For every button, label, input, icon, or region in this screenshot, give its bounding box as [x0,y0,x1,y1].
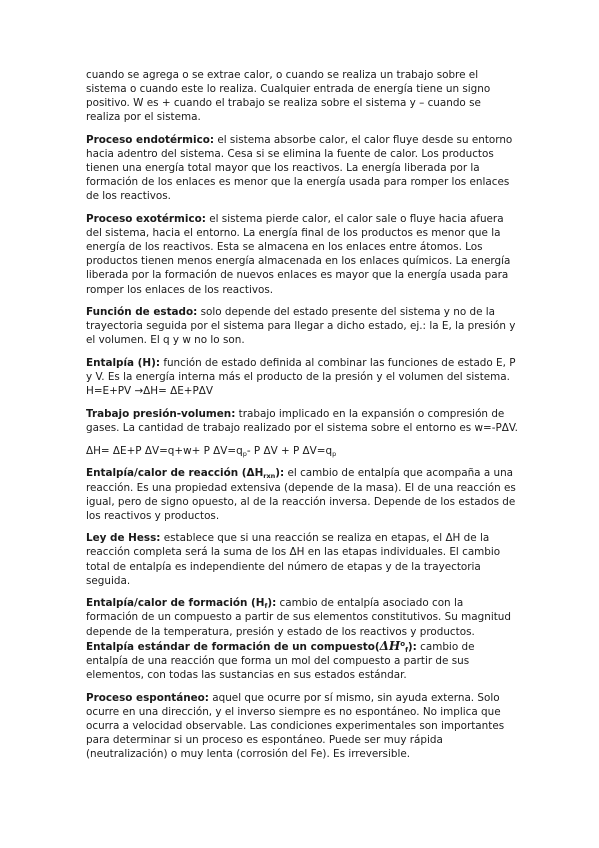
subscript: f [264,602,268,611]
definition-text: función de estado definida al combinar las funciones de estado E, P y V. Es la energía interna más el producto de la presión y el volumen del sistema. H=E+PV →ΔH= ΔE+PΔV [86,357,516,398]
paragraph-exothermic [86,212,518,297]
term-heading-part: Entalpía/calor de formación (H [86,597,265,610]
definition-text: el sistema pierde calor, el calor sale o fluye hacia afuera del sistema, hacia el entorno. La energía final de los productos es menor que la energía de los reactivos. Esta se almacena en los enlaces entre átomos. Los productos tienen menos energía almacenada en los enlaces químicos. La energía liberada por la formación de nuevos enlaces es mayor que la energía usada para romper los enlaces de los reactivos. [86,213,511,296]
term-heading: Proceso endotérmico: [86,133,215,146]
subscript: p [332,449,337,458]
term-heading: Entalpía (H): [86,357,161,370]
term-heading: Proceso espontáneo: [86,691,209,704]
subscript: p [242,449,247,458]
equation-enthalpy-heat [86,444,518,458]
definition-text: el cambio de entalpía que acompaña a una reacción. Es una propiedad extensiva (depende de la masa). El de una reacción es igual, pero de signo opuesto, al de la reacción inversa. Depende de los estados de los reactivos y productos. [86,467,516,522]
equation-part: ΔH= ΔE+P ΔV=q+w+ P ΔV=q [86,444,243,457]
term-heading-part: Entalpía estándar de formación de un compuesto( [86,640,380,653]
paragraph-reaction-enthalpy [86,466,518,522]
paragraph-state-function [86,305,518,347]
document-body [86,68,518,770]
equation-part: - P ΔV + P ΔV=q [246,444,333,457]
definition-text: trabajo implicado en la expansión o compresión de gases. La cantidad de trabajo realizado por el sistema sobre el entorno es w=-PΔV. [86,407,518,435]
definition-text: cambio de entalpía de una reacción que forma un mol del compuesto a partir de sus elementos, con todas las sustancias en sus estados estándar. [86,640,475,681]
term-heading: Proceso exotérmico: [86,213,206,226]
definition-text: establece que si una reacción se realiza en etapas, el ΔH de la reacción completa será la suma de los ΔH en las etapas individuales. El cambio total de entalpía es independiente del número de etapas y de la trayectoria seguida. [86,532,501,587]
paragraph-enthalpy [86,356,518,398]
superscript: o [400,639,406,648]
term-heading [86,638,417,654]
paragraph-text: cuando se agrega o se extrae calor, o cuando se realiza un trabajo sobre el sistema o cuando este lo realiza. Cualquier entrada de energía tiene un signo positivo. W es + cuando el trabajo se realiza sobre el sistema y – cuando se realiza por el sistema. [86,69,491,124]
term-heading-part: ): [407,640,417,653]
definition-text: aquel que ocurre por sí mismo, sin ayuda externa. Solo ocurre en una dirección, y el inverso siempre es no espontáneo. No implica que ocurra a velocidad observable. Las condiciones experimentales son importantes para determinar si un proceso es espontáneo. Puede ser muy rápida (neutralización) o muy lenta (corrosión del Fe). Es irreversible. [86,691,505,760]
term-heading-part: Entalpía/calor de reacción (ΔH [86,467,264,480]
subscript: f [405,645,408,654]
term-heading: Función de estado: [86,306,198,319]
paragraph-formation-enthalpy [86,596,518,682]
paragraph-endothermic [86,133,518,203]
term-heading-part: ): [267,597,277,610]
paragraph-energy-sign [86,68,518,124]
term-heading [86,597,276,609]
paragraph-spontaneous-process [86,691,518,761]
paragraph-pv-work [86,407,518,435]
term-heading-part: ): [275,467,285,480]
standard-enthalpy-formula: ΔH [379,638,401,653]
definition-text: cambio de entalpía asociado con la formación de un compuesto a partir de sus elementos constitutivos. Su magnitud depende de la temperatura, presión y estado de los reactivos y productos. [86,597,511,638]
paragraph-hess-law [86,531,518,587]
term-heading: Trabajo presión-volumen: [86,407,236,420]
term-heading: Ley de Hess: [86,532,161,545]
definition-text: el sistema absorbe calor, el calor fluye desde su entorno hacia adentro del sistema. Cesa si se elimina la fuente de calor. Los productos tienen una energía total mayor que los reactivos. La energía liberada por la formación de los enlaces es menor que la energía usada para romper los enlaces de los reactivos. [86,133,513,203]
subscript: rxn [263,472,276,481]
definition-text: solo depende del estado presente del sistema y no de la trayectoria seguida por el sistema para llegar a dicho estado, ej.: la E, la presión y el volumen. El q y w no lo son. [86,306,516,347]
term-heading [86,467,284,479]
